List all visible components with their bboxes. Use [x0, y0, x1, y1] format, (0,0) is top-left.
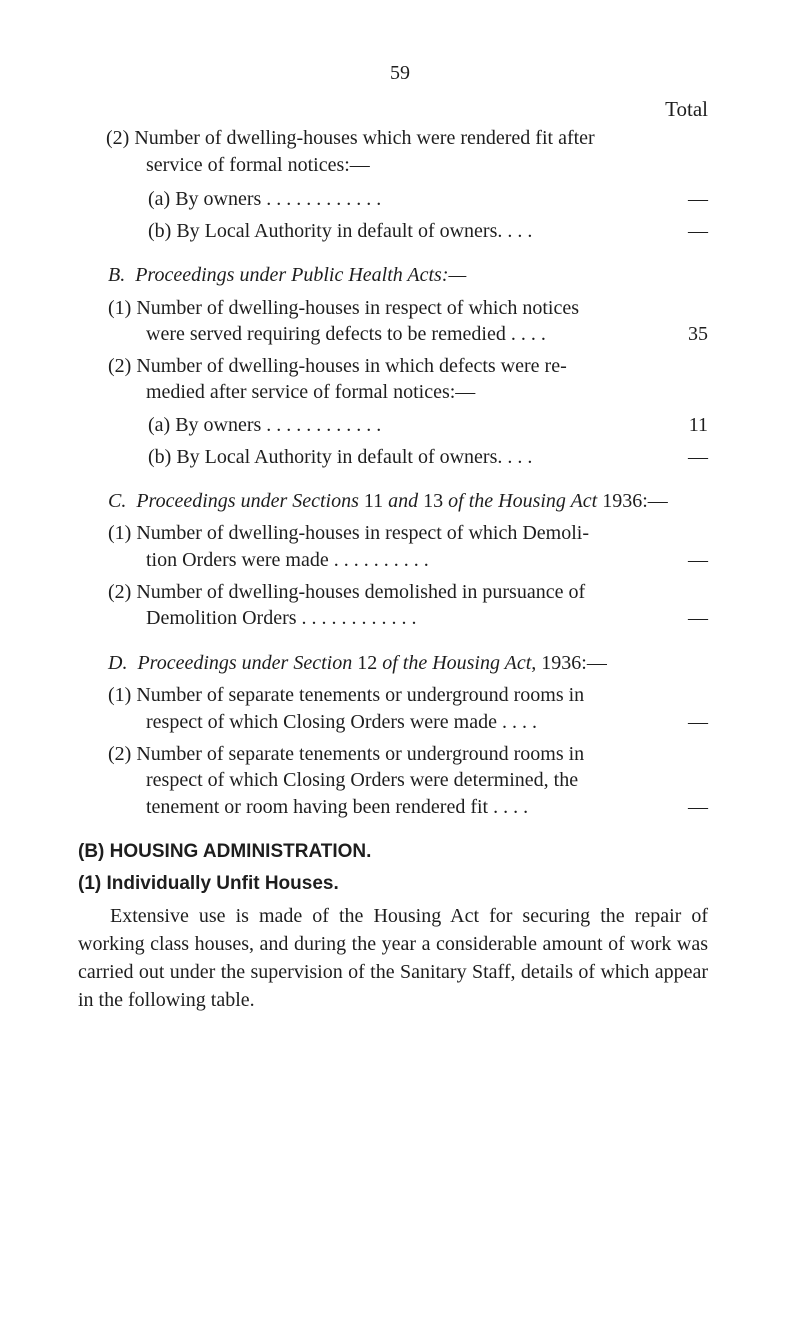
section-d-letter: D. — [108, 652, 128, 674]
section-d-item1-line1: (1) Number of separate tenements or underground rooms in — [108, 684, 585, 706]
section-c-item1-line1: (1) Number of dwelling-houses in respect of which Demoli- — [108, 522, 589, 544]
section-b-item2-line1: (2) Number of dwelling-houses in which defects were re- — [108, 355, 567, 377]
section-d-item1-line2: respect of which Closing Orders were made . . . . — [146, 711, 537, 733]
individually-unfit-houses-heading: (1) Individually Unfit Houses. — [78, 873, 339, 894]
section-d-item1-value: — — [688, 711, 708, 733]
section-c-item1-value: — — [688, 549, 708, 571]
section-a-subitem-b: (b) By Local Authority in default of owners. . . . — [148, 220, 533, 242]
section-b-subitem-b-value: — — [688, 446, 708, 468]
section-d-heading — [108, 651, 607, 675]
section-d-item2-value: — — [688, 796, 708, 818]
section-c-letter: C. — [108, 490, 127, 512]
section-a-item2-line2: service of formal notices:— — [146, 154, 370, 176]
total-column-header: Total — [665, 97, 708, 121]
section-d-item2-line3: tenement or room having been rendered fit . . . . — [146, 796, 529, 818]
section-c-item2-line1: (2) Number of dwelling-houses demolished in pursuance of — [108, 581, 586, 603]
section-b-item1-value: 35 — [688, 323, 708, 345]
section-b-heading — [108, 263, 466, 287]
section-b-item1-line1: (1) Number of dwelling-houses in respect of which notices — [108, 297, 579, 319]
section-c-item1-line2: tion Orders were made . . . . . . . . . . — [146, 549, 429, 571]
section-c-item2-value: — — [688, 607, 708, 629]
housing-administration-heading: (B) HOUSING ADMINISTRATION. — [78, 841, 372, 862]
section-c-year: 1936:— — [602, 490, 668, 512]
section-d-title-part1: Proceedings under Section — [137, 652, 353, 674]
section-d-item2-line2: respect of which Closing Orders were determined, the — [146, 769, 579, 791]
section-b-subitem-a-value: 11 — [688, 414, 708, 436]
section-d-section-num: 12 — [357, 652, 378, 674]
section-b-subitem-a: (a) By owners . . . . . . . . . . . . — [148, 414, 382, 436]
section-c-title-part1: Proceedings under Sections — [136, 490, 359, 512]
section-c-section-num2: 13 — [423, 490, 444, 512]
section-a-subitem-a: (a) By owners . . . . . . . . . . . . — [148, 188, 382, 210]
section-c-title-part2: of the Housing Act — [448, 490, 598, 512]
section-a-subitem-b-value: — — [688, 220, 708, 242]
section-b-letter: B. — [108, 264, 126, 286]
section-c-heading — [108, 489, 668, 513]
section-d-title-part2: of the Housing Act, — [382, 652, 537, 674]
section-a-item2-line1: (2) Number of dwelling-houses which were rendered fit after — [106, 127, 595, 149]
section-b-subitem-b: (b) By Local Authority in default of owners. . . . — [148, 446, 533, 468]
section-d-item2-line1: (2) Number of separate tenements or underground rooms in — [108, 743, 585, 765]
section-b-item1-line2: were served requiring defects to be remedied . . . . — [146, 323, 546, 345]
section-c-item2-line2: Demolition Orders . . . . . . . . . . . . — [146, 607, 417, 629]
section-a-subitem-a-value: — — [688, 188, 708, 210]
section-b-item2-line2: medied after service of formal notices:— — [146, 381, 476, 403]
section-c-section-num1: 11 — [363, 490, 384, 512]
section-d-year: 1936:— — [541, 652, 607, 674]
page-number: 59 — [390, 62, 410, 84]
section-c-and: and — [388, 490, 419, 512]
housing-admin-paragraph: Extensive use is made of the Housing Act for securing the repair of working class houses, and during the year a considerable amount of work was carried out under the supervision of the Sanitary Staff, details of which appear in the following table. — [78, 905, 708, 1011]
section-b-title: Proceedings under Public Health Acts:— — [135, 264, 467, 286]
